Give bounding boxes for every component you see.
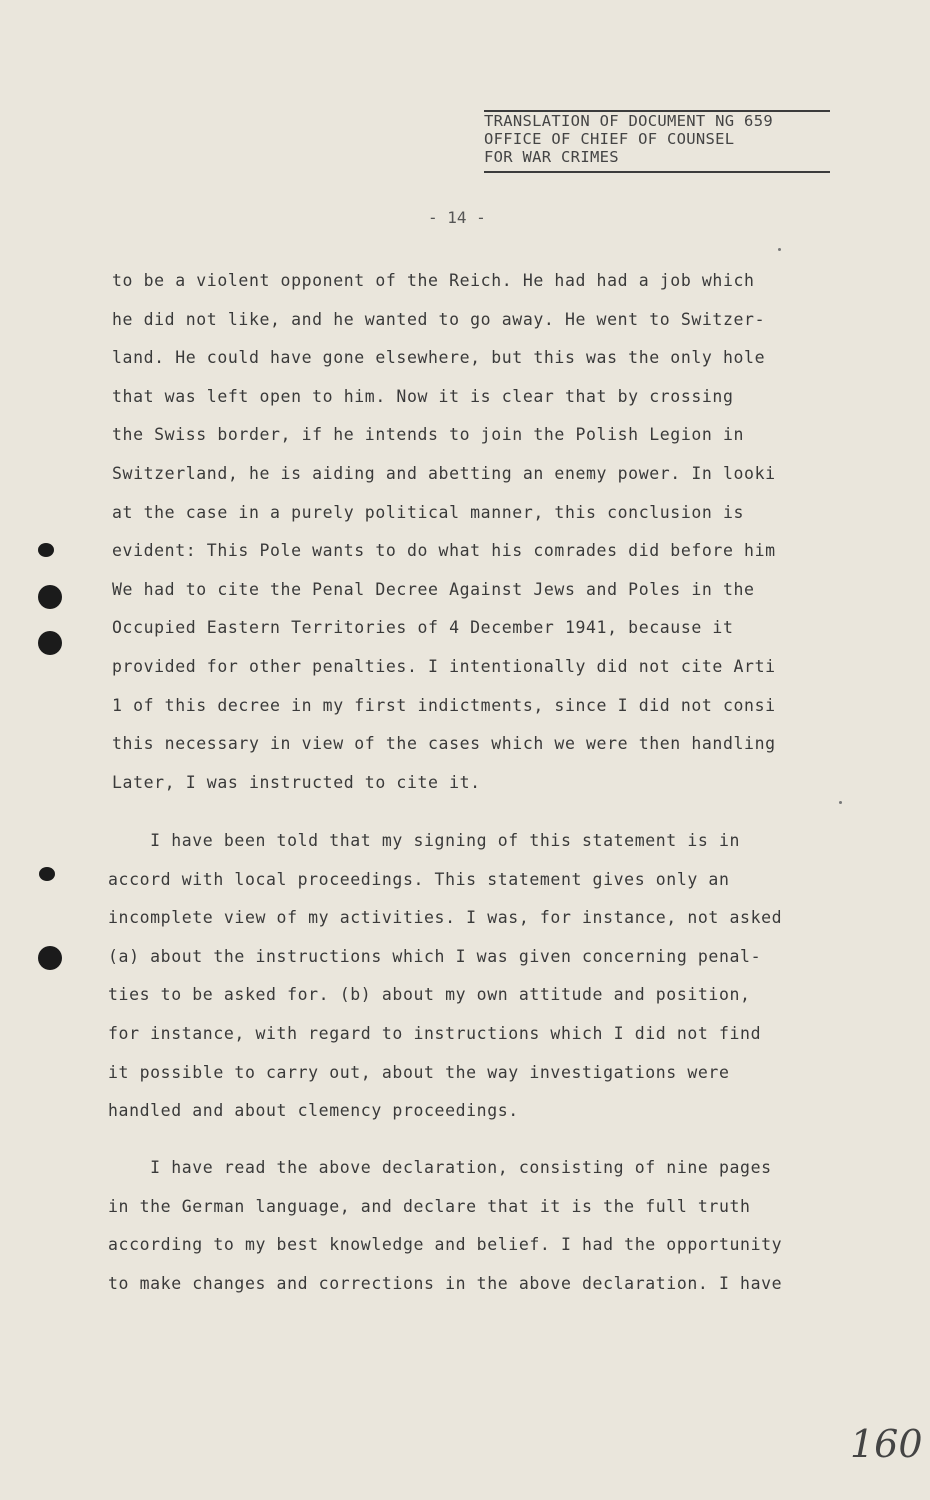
text-line: (a) about the instructions which I was given concerning penal- (108, 946, 762, 966)
text-line: at the case in a purely political manner, this conclusion is (112, 502, 745, 522)
punch-hole (38, 585, 62, 609)
text-line: according to my best knowledge and belief. I had the opportunity (108, 1235, 783, 1255)
text-line: this necessary in view of the cases which we were then handling (112, 734, 776, 754)
text-line: to make changes and corrections in the above declaration. I have (108, 1273, 783, 1293)
text-line: I have read the above declaration, consisting of nine pages (108, 1158, 772, 1177)
text-line: incomplete view of my activities. I was, for instance, not asked (108, 908, 783, 928)
punch-hole (38, 543, 54, 557)
paragraph-2 (108, 822, 852, 1131)
document-header (484, 112, 830, 166)
text-line: Later, I was instructed to cite it. (112, 772, 481, 792)
header-top-rule (484, 110, 830, 112)
header-bottom-rule (484, 171, 830, 173)
paragraph-3 (108, 1149, 852, 1303)
text-line: accord with local proceedings. This statement gives only an (108, 869, 730, 889)
text-line: evident: This Pole wants to do what his comrades did before him (112, 541, 776, 561)
header-line-2: OFFICE OF CHIEF OF COUNSEL (484, 130, 735, 148)
text-line: for instance, with regard to instructions which I did not find (108, 1023, 762, 1043)
text-line: handled and about clemency proceedings. (108, 1101, 519, 1121)
text-line: he did not like, and he wanted to go away. He went to Switzer- (112, 309, 766, 329)
text-line: the Swiss border, if he intends to join the Polish Legion in (112, 425, 745, 445)
header-line-1: TRANSLATION OF DOCUMENT NG 659 (484, 112, 773, 130)
header-line-3: FOR WAR CRIMES (484, 148, 619, 166)
text-line: land. He could have gone elsewhere, but this was the only hole (112, 348, 766, 368)
paper-speck (839, 801, 842, 804)
text-line: provided for other penalties. I intentionally did not cite Arti (112, 656, 776, 676)
folio-number: 160 (850, 1422, 923, 1466)
paper-speck (778, 248, 781, 251)
text-line: in the German language, and declare that it is the full truth (108, 1196, 751, 1216)
text-line: that was left open to him. Now it is clear that by crossing (112, 386, 734, 406)
punch-hole (38, 631, 62, 655)
text-line: We had to cite the Penal Decree Against Jews and Poles in the (112, 579, 755, 599)
text-line: Occupied Eastern Territories of 4 December 1941, because it (112, 618, 734, 638)
text-line: it possible to carry out, about the way investigations were (108, 1062, 730, 1082)
text-line: to be a violent opponent of the Reich. He had had a job which (112, 271, 755, 290)
text-line: 1 of this decree in my first indictments, since I did not consi (112, 695, 776, 715)
text-line: Switzerland, he is aiding and abetting an enemy power. In looki (112, 463, 776, 483)
text-line: I have been told that my signing of this statement is in (108, 831, 741, 850)
punch-hole (38, 946, 62, 970)
text-line: ties to be asked for. (b) about my own attitude and position, (108, 985, 751, 1005)
page-number: - 14 - (428, 208, 486, 227)
punch-hole (39, 867, 55, 881)
paragraph-1 (112, 262, 852, 802)
